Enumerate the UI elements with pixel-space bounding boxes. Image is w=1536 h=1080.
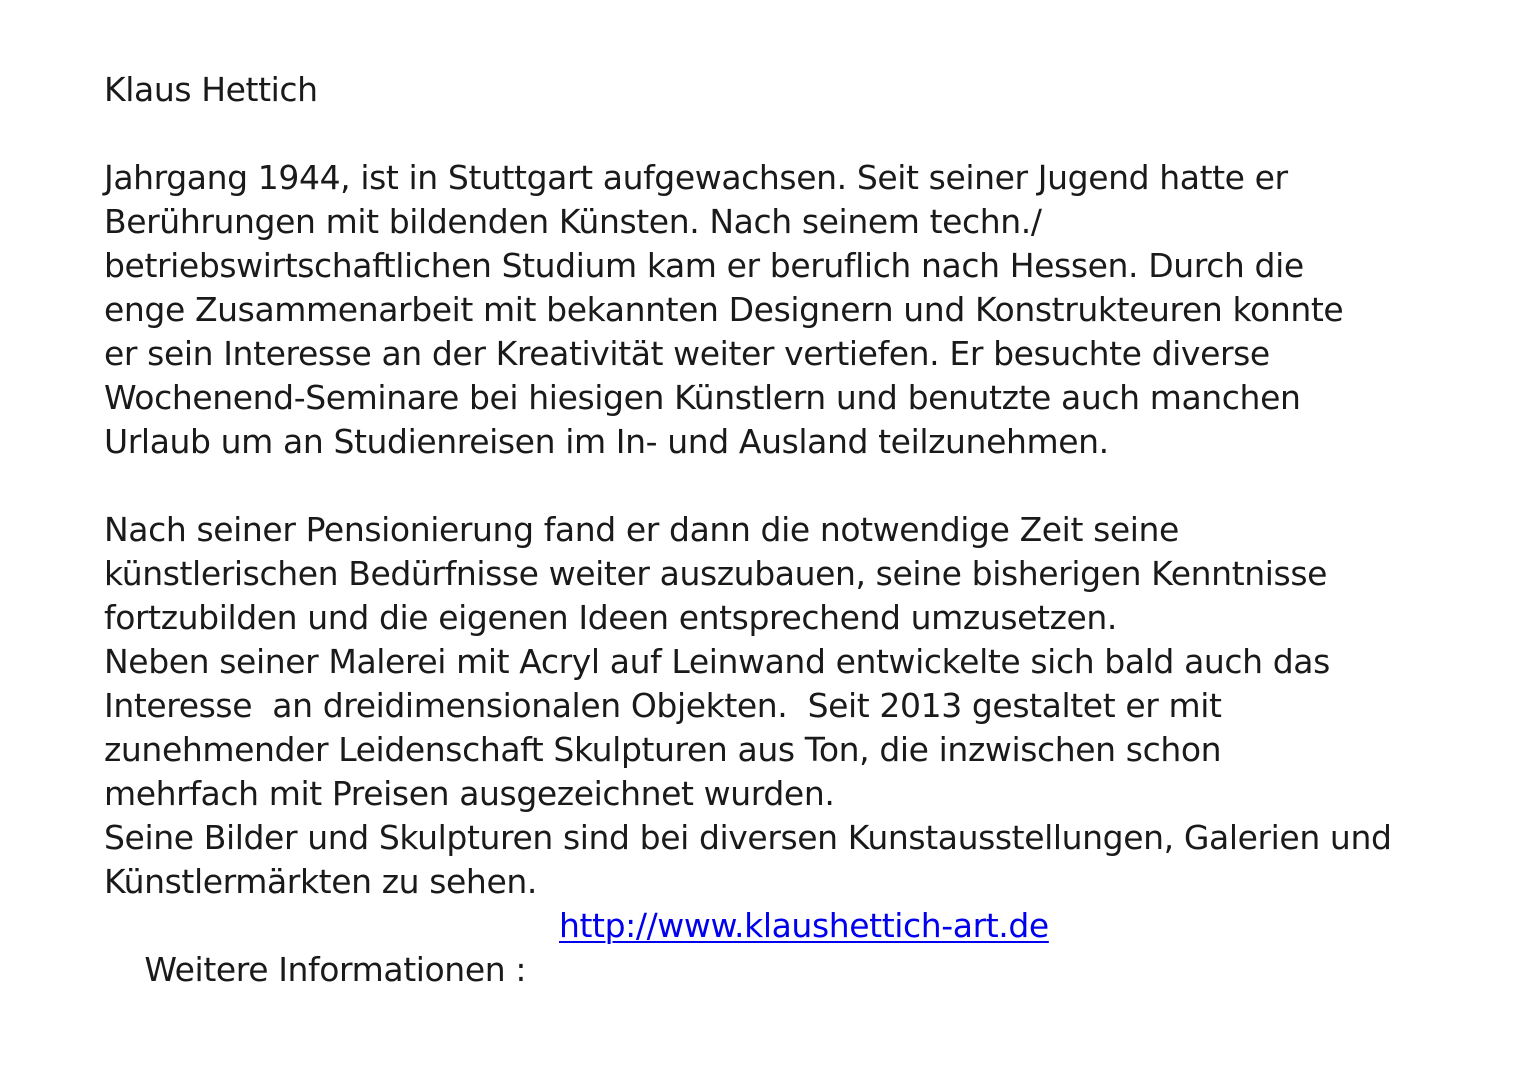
info-label: Weitere Informationen :: [144, 950, 527, 989]
website-link[interactable]: http://www.klaushettich-art.de: [559, 906, 1049, 945]
paragraph-biography-early: [104, 156, 1504, 464]
text-line: Seine Bilder und Skulpturen sind bei diversen Kunstausstellungen, Galerien und: [104, 818, 1392, 857]
text-line: fortzubilden und die eigenen Ideen entsprechend umzusetzen.: [104, 598, 1118, 637]
text-line: Künstlermärkten zu sehen.: [104, 862, 537, 901]
text-line: enge Zusammenarbeit mit bekannten Designern und Konstrukteuren konnte: [104, 290, 1344, 329]
text-line: Interesse an dreidimensionalen Objekten. Seit 2013 gestaltet er mit: [104, 686, 1222, 725]
document-title: Klaus Hettich: [104, 70, 318, 109]
text-line: mehrfach mit Preisen ausgezeichnet wurden.: [104, 774, 835, 813]
spacer: [104, 112, 1504, 156]
text-line: Neben seiner Malerei mit Acryl auf Leinwand entwickelte sich bald auch das: [104, 642, 1330, 681]
document-page: [104, 68, 1504, 989]
text-line: Berührungen mit bildenden Künsten. Nach seinem techn./: [104, 202, 1042, 241]
info-row: [104, 904, 1504, 989]
text-line: betriebswirtschaftlichen Studium kam er beruflich nach Hessen. Durch die: [104, 246, 1304, 285]
text-line: Urlaub um an Studienreisen im In- und Ausland teilzunehmen.: [104, 422, 1109, 461]
spacer: [104, 464, 1504, 508]
text-line: künstlerischen Bedürfnisse weiter auszubauen, seine bisherigen Kenntnisse: [104, 554, 1328, 593]
text-line: Wochenend-Seminare bei hiesigen Künstlern und benutzte auch manchen: [104, 378, 1301, 417]
text-line: zunehmender Leidenschaft Skulpturen aus Ton, die inzwischen schon: [104, 730, 1222, 769]
paragraph-biography-later: [104, 508, 1504, 904]
text-line: er sein Interesse an der Kreativität weiter vertiefen. Er besuchte diverse: [104, 334, 1270, 373]
text-line: Nach seiner Pensionierung fand er dann die notwendige Zeit seine: [104, 510, 1179, 549]
text-line: Jahrgang 1944, ist in Stuttgart aufgewachsen. Seit seiner Jugend hatte er: [104, 158, 1288, 197]
